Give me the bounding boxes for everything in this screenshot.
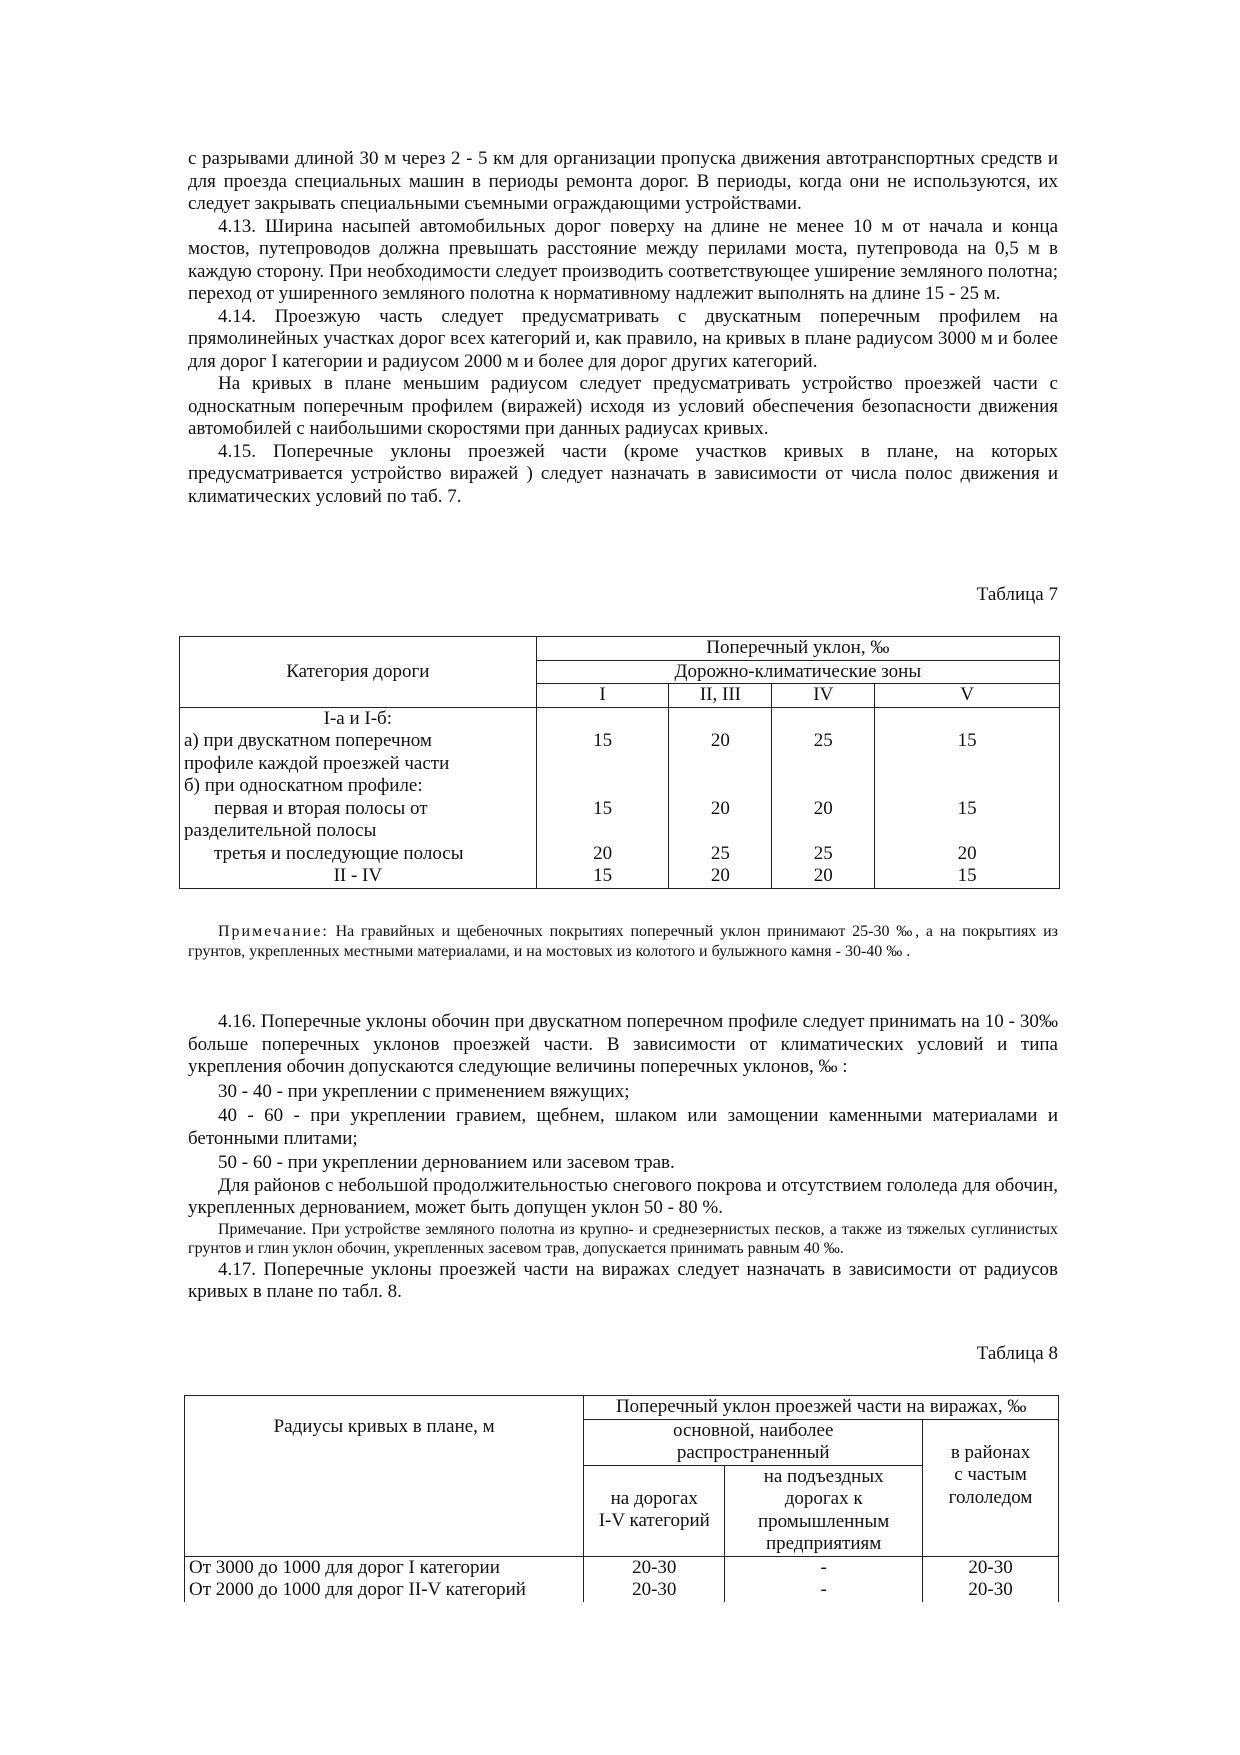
paragraph-note-2: Примечание. При устройстве земляного полотна из крупно- и среднезернистых песков, а также из тяжелых суглинистых грунтов и глин уклон обочин, укрепленных засевом трав, допускается принимать равным 40 ‰. [188,1220,1058,1257]
t8-cell: - [725,1556,923,1579]
paragraph-list-3: 50 - 60 - при укреплении дернованием или засевом трав. [218,1152,675,1173]
paragraph-4-17: 4.17. Поперечные уклоны проезжей части на виражах следует назначать в зависимости от радиусов кривых в плане по табл. 8. [188,1258,1058,1302]
t8-cell: - [725,1579,923,1602]
t7-cell: 25 [772,730,875,775]
t8-header-line: в районах [950,1441,1031,1463]
t7-header-category: Категория дороги [180,637,537,708]
t8-header-ice [923,1419,1059,1556]
t7-zone-2: II, III [669,684,772,708]
t7-cell: 20 [536,843,669,866]
t7-cell: 20 [669,865,772,888]
t7-cell: 25 [669,843,772,866]
paragraph-curves: На кривых в плане меньшим радиусом следует предусматривать устройство проезжей части с односкатным поперечным профилем (виражей) исходя из условий обеспечения безопасности движения автомобилей с наибольшими скоростями при данных радиусах кривых. [188,373,1058,439]
paragraph-4-15: 4.15. Поперечные уклоны проезжей части (кроме участков кривых в плане, на которых предусматривается устройство виражей ) следует назначать в зависимости от числа полос движения и климатических условий по таб. 7. [188,440,1058,507]
t8-header-line: промышленным [758,1510,890,1532]
t8-header-line: I-V категорий [598,1510,710,1531]
t8-header-line: на подъездных [763,1465,884,1487]
t7-header-zones: Дорожно-климатические зоны [536,660,1059,684]
t7-row-label [180,798,537,843]
t7-cell: 15 [875,865,1060,888]
paragraph-4-14: 4.14. Проезжую часть следует предусматривать с двускатным поперечным профилем на прямолинейных участках дорог всех категорий и, как правило, на кривых в плане радиусом 3000 м и более для дорог I категории и радиусом 2000 м и более для дорог других категорий. [188,305,1058,372]
t8-header-roads [584,1465,725,1556]
t8-header-access [725,1465,923,1556]
t7-cell: 20 [669,798,772,843]
table-7-note [188,922,1058,961]
t7-row-label: б) при односкатном профиле: [180,775,537,798]
t8-header-line: распространенный [676,1442,830,1463]
t8-header-line: на дорогах [610,1487,698,1509]
t8-row-label: От 2000 до 1000 для дорог II-V категорий [185,1579,584,1602]
t8-cell: 20-30 [584,1556,725,1579]
table-row [180,730,1060,775]
paragraph-regions: Для районов с небольшой продолжительностью снегового покрова и отсутствием гололеда для обочин, укрепленных дернованием, может быть допущен уклон 50 - 80 %. [188,1174,1058,1218]
t8-cell: 20-30 [923,1579,1059,1602]
t8-header-slope: Поперечный уклон проезжей части на виражах, ‰ [584,1396,1059,1420]
t7-header-slope: Поперечный уклон, ‰ [536,637,1059,661]
table-row [180,865,1060,888]
t7-cell: 25 [772,843,875,866]
table-8-caption: Таблица 8 [976,1343,1058,1364]
t8-header-line: основной, наиболее [672,1419,834,1441]
t7-cell: 15 [536,865,669,888]
t8-header-line: гололедом [948,1486,1033,1508]
t7-cell: 20 [772,798,875,843]
t7-label-line: разделительной полосы [184,820,377,841]
t7-cell: 20 [772,865,875,888]
t7-label-line: профиле каждой проезжей части [184,752,450,774]
note-text: На гравийных и щебеночных покрытиях поперечный уклон принимают 25-30 ‰, а на покрытиях из грунтов, укрепленных местными материалами, и на мостовых из колотого и булыжного камня - 30-40 ‰ . [188,923,1058,960]
t8-header-line: предприятиям [765,1533,882,1554]
table-8 [184,1395,1059,1602]
paragraph-4-16: 4.16. Поперечные уклоны обочин при двускатном поперечном профиле следует принимать на 10 - 30‰ больше поперечных уклонов проезжей части. В зависимости от климатических условий и типа укрепления обочин допускаются следующие величины поперечных уклонов, ‰ : [188,1011,1058,1077]
t8-header-line: с частым [954,1464,1027,1485]
paragraph-intro: с разрывами длиной 30 м через 2 - 5 км для организации пропуска движения автотранспортных средств и для проезда специальных машин в периоды ремонта дорог. В периоды, когда они не используются, их следует закрывать специальными съемными ограждающими устройствами. [188,148,1058,214]
t7-cell: 15 [875,798,1060,843]
table-row [180,843,1060,866]
t7-cell: 20 [669,730,772,775]
t7-row-label [180,730,537,775]
t8-header-main [584,1419,923,1465]
table-row [185,1579,1059,1602]
table-7-caption: Таблица 7 [976,584,1058,605]
t7-zone-1: I [536,684,669,708]
t7-row-label: I-а и I-б: [180,707,537,730]
table-row [180,798,1060,843]
table-row [180,775,1060,798]
t7-cell: 15 [875,730,1060,775]
t7-cell: 20 [875,843,1060,866]
paragraph-list-1: 30 - 40 - при укреплении с применением вяжущих; [218,1080,630,1102]
t8-cell: 20-30 [584,1579,725,1602]
paragraph-4-13: 4.13. Ширина насыпей автомобильных дорог поверху на длине не менее 10 м от начала и конца мостов, путепроводов должна превышать расстояние между перилами моста, путепровода на 0,5 м в каждую сторону. При необходимости следует производить соответствующее уширение земляного полотна; переход от уширенного земляного полотна к нормативному надлежит выполнять на длине 15 - 25 м. [188,215,1058,304]
t7-zone-3: IV [772,684,875,708]
t7-label-line: а) при двускатном поперечном [184,730,432,751]
t8-row-label: От 3000 до 1000 для дорог I категории [185,1556,584,1579]
paragraph-list-2: 40 - 60 - при укреплении гравием, щебнем, шлаком или замощении каменными материалами и бетонными плитами; [188,1105,1058,1149]
t8-header-radius: Радиусы кривых в плане, м [185,1396,584,1557]
table-7 [179,636,1060,889]
t7-zone-4: V [875,684,1060,708]
table-row [185,1556,1059,1579]
t7-row-label: II - IV [180,865,537,888]
t8-header-line: дорогах к [784,1488,863,1509]
t7-label-line: первая и вторая полосы от [214,797,428,819]
t7-row-label: третья и последующие полосы [180,843,537,866]
t8-cell: 20-30 [923,1556,1059,1579]
t7-cell: 15 [536,730,669,775]
note-heading: Примечание: [218,923,329,940]
table-row [180,707,1060,730]
page-body [188,148,1058,508]
t7-cell: 15 [536,798,669,843]
section-4-16 [188,1011,1058,1304]
